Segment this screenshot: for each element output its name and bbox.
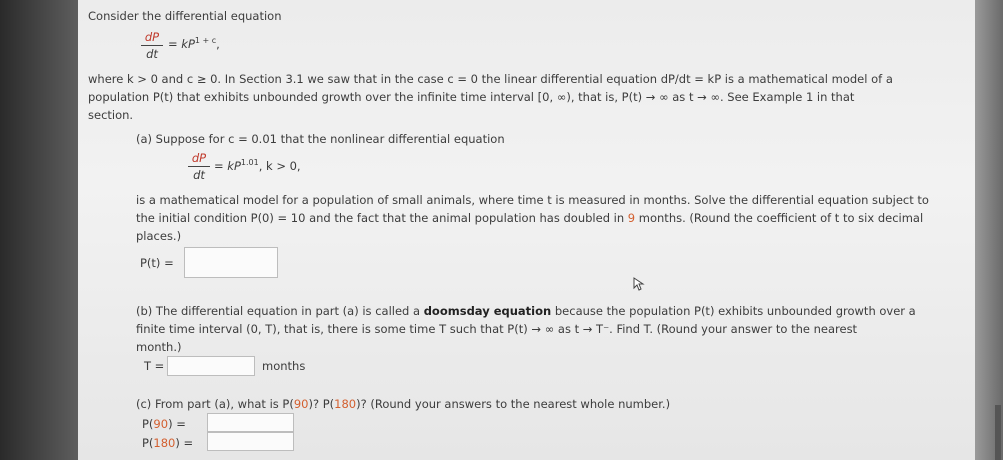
part-a-text-line-1: is a mathematical model for a population of small animals, where time t is measured in months. Solve the differential equation subject to <box>136 193 929 207</box>
fraction-bar <box>188 166 210 167</box>
part-c-v1: 90 <box>293 397 309 411</box>
part-a-text-2b: months. (Round the coefficient of t to six decimal <box>635 211 924 225</box>
part-a-eq-rhs: = kP <box>214 158 241 173</box>
intro-eq-tail: , <box>216 36 220 51</box>
doubling-months-value: 9 <box>627 211 636 225</box>
part-a-eq-numerator: dP <box>191 151 207 165</box>
intro-derivative-fraction <box>141 30 163 61</box>
part-c-question <box>136 397 670 411</box>
part-a-intro: (a) Suppose for c = 0.01 that the nonlinear differential equation <box>136 132 505 146</box>
p180-label-post: ) = <box>175 436 194 450</box>
mouse-cursor-icon <box>633 277 645 291</box>
p90-label-pre: P( <box>142 417 154 431</box>
screen-bezel-left <box>0 0 78 460</box>
p180-label <box>142 436 193 450</box>
doomsday-equation-term: doomsday equation <box>423 304 552 318</box>
part-a-equation-rhs <box>214 158 301 173</box>
p180-label-value: 180 <box>153 436 176 450</box>
part-b-text-line-2: finite time interval (0, T), that is, there is some time T such that P(t) → ∞ as t → T⁻. Find T. (Round your answer to the nearest <box>136 322 858 336</box>
p90-answer-input[interactable] <box>207 413 294 432</box>
scrollbar-track[interactable] <box>975 0 1003 460</box>
p90-label-post: ) = <box>168 417 186 431</box>
part-c-t1: (c) From part (a), what is P( <box>136 397 294 411</box>
scrollbar-thumb[interactable] <box>995 405 1001 460</box>
t-label: T = <box>144 359 165 373</box>
part-c-v2: 180 <box>334 397 357 411</box>
part-a-eq-tail: , k > 0, <box>258 158 301 173</box>
p90-label <box>142 417 186 431</box>
part-a-text-line-2 <box>136 211 923 225</box>
t-unit-label: months <box>262 359 306 373</box>
part-a-eq-exponent: 1.01 <box>240 158 259 167</box>
intro-eq-exponent: 1 + c <box>194 36 217 45</box>
intro-heading: Consider the differential equation <box>88 9 282 23</box>
intro-eq-rhs: = kP <box>168 36 195 51</box>
t-answer-input[interactable] <box>167 356 255 376</box>
fraction-bar <box>141 45 163 46</box>
part-b-text-line-3: month.) <box>136 340 182 354</box>
part-b-text-1a: (b) The differential equation in part (a) is called a <box>136 304 424 318</box>
p-of-t-label: P(t) = <box>140 256 174 270</box>
intro-eq-numerator: dP <box>144 30 160 44</box>
intro-paragraph-line-3: section. <box>88 108 134 122</box>
part-b-text-1b: because the population P(t) exhibits unbounded growth over a <box>551 304 916 318</box>
p180-answer-input[interactable] <box>207 432 294 451</box>
part-a-text-line-3: places.) <box>136 229 182 243</box>
intro-paragraph-line-2: population P(t) that exhibits unbounded growth over the infinite time interval [0, ∞), that is, P(t) → ∞ as t → ∞. See Example 1 in that <box>88 90 855 104</box>
p-of-t-answer-input[interactable] <box>184 247 278 278</box>
p90-label-value: 90 <box>153 417 169 431</box>
part-a-eq-denominator: dt <box>193 168 205 182</box>
part-c-t2: )? P( <box>308 397 335 411</box>
part-c-t3: )? (Round your answers to the nearest whole number.) <box>356 397 671 411</box>
intro-eq-denominator: dt <box>146 47 158 61</box>
p180-label-pre: P( <box>142 436 154 450</box>
intro-paragraph-line-1: where k > 0 and c ≥ 0. In Section 3.1 we saw that in the case c = 0 the linear differential equation dP/dt = kP is a mathematical model of a <box>88 72 893 86</box>
part-b-text-line-1 <box>136 304 916 318</box>
part-a-text-2a: the initial condition P(0) = 10 and the fact that the animal population has doubled in <box>136 211 628 225</box>
part-a-derivative-fraction <box>188 151 210 182</box>
intro-equation-rhs <box>168 36 220 51</box>
question-panel <box>78 0 975 460</box>
